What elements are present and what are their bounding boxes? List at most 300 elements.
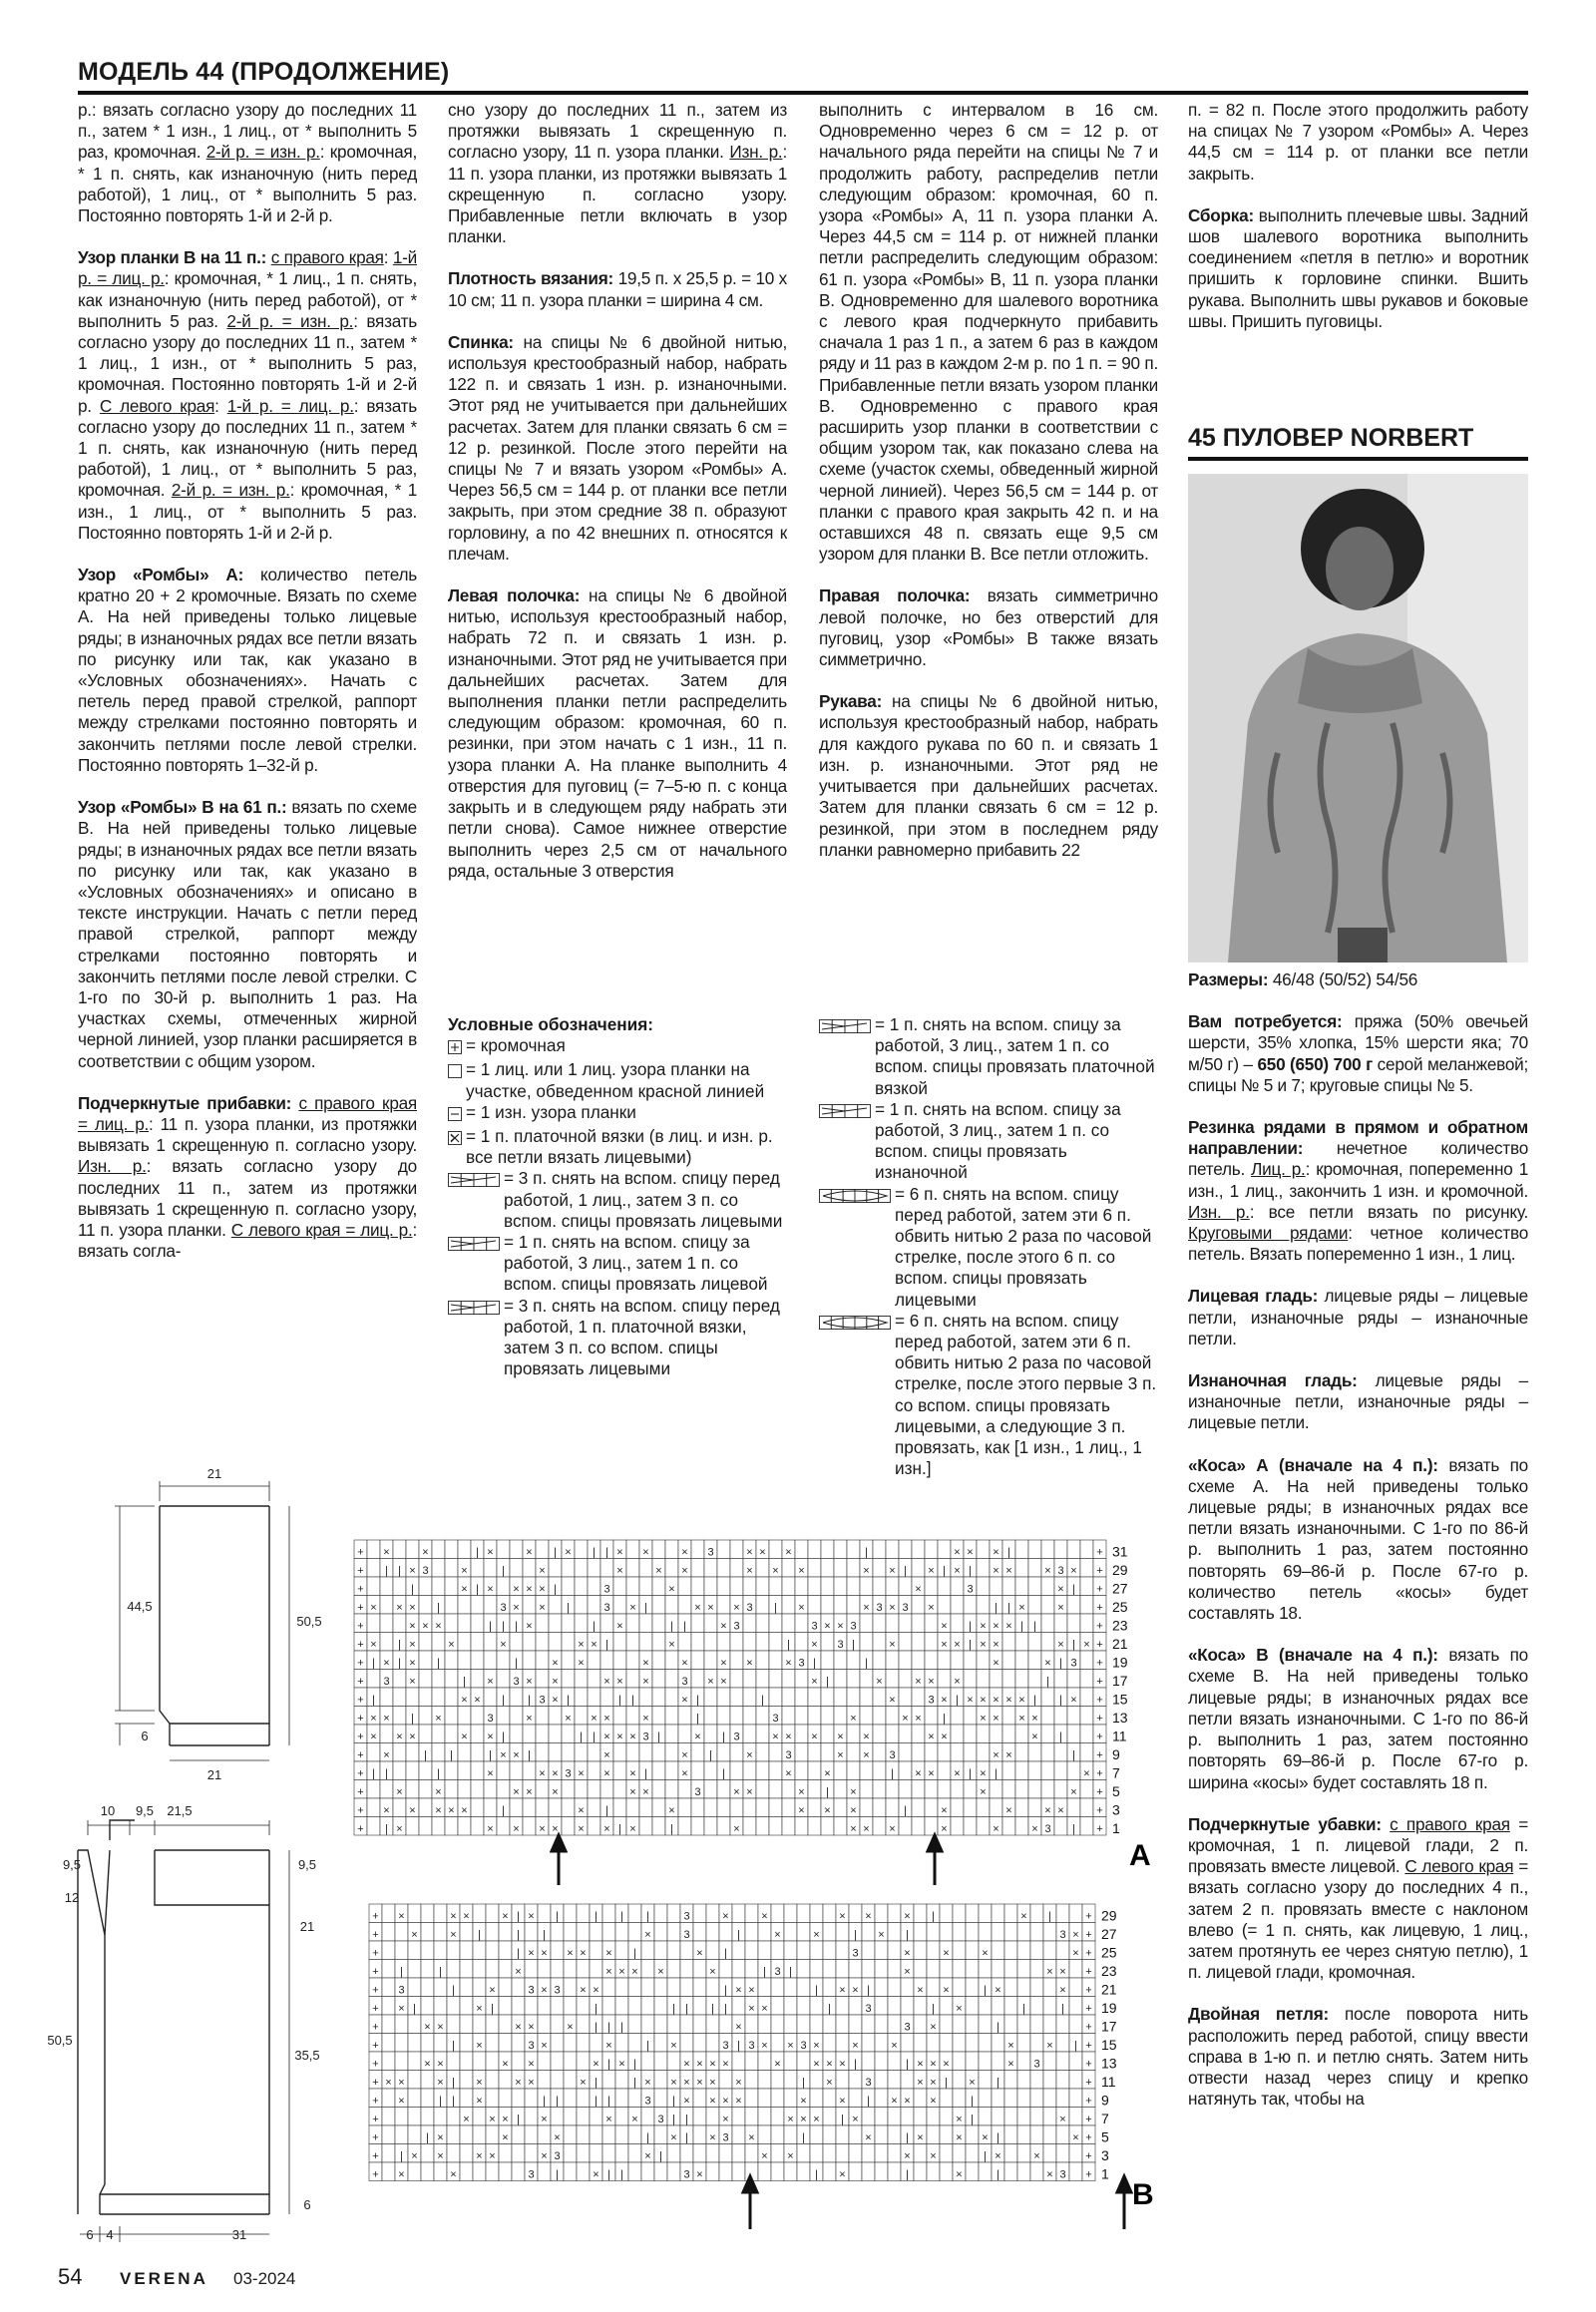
svg-text:|: | (400, 2150, 403, 2162)
svg-text:|: | (828, 2003, 831, 2015)
legend-item (448, 1126, 787, 1168)
svg-text:×: × (837, 1620, 844, 1633)
legend-item-text: = 1 п. снять на вспом. спицу за работой, 3 лиц., затем 1 п. со вспом. спицы провязать платочной вязкой (875, 1014, 1155, 1098)
svg-text:|: | (774, 1602, 777, 1614)
svg-text:×: × (605, 1966, 612, 1978)
svg-text:3: 3 (733, 1620, 740, 1633)
svg-text:|: | (593, 1731, 596, 1743)
svg-text:×: × (1070, 1786, 1077, 1798)
svg-text:|: | (452, 2077, 455, 2089)
svg-text:|: | (670, 1620, 673, 1633)
col4b-paragraph: Резинка рядами в прямом и обратном направлении: нечетное количество петель. Лиц. р.: кромочная, попеременно 1 изн., 1 лиц., закончить 1 изн. и кромочной. Изн. р.: все петли вязать по рисунку. Круговыми рядами: четное количество петель. Вязать попеременно 1 изн., 1 лиц. (1188, 1117, 1529, 1265)
svg-text:+: + (357, 1657, 364, 1670)
svg-text:×: × (917, 2131, 924, 2144)
svg-text:×: × (1033, 2150, 1040, 2162)
svg-text:×: × (993, 1694, 999, 1707)
svg-text:×: × (930, 2095, 937, 2108)
svg-text:×: × (904, 1910, 911, 1923)
svg-text:×: × (683, 2095, 690, 2108)
svg-text:|: | (517, 1947, 520, 1960)
svg-text:×: × (746, 1546, 753, 1559)
svg-text:|: | (672, 2003, 675, 2015)
svg-text:|: | (997, 2168, 999, 2181)
svg-text:+: + (1096, 1546, 1103, 1559)
svg-text:×: × (526, 1620, 533, 1633)
svg-text:|: | (1059, 1694, 1062, 1707)
svg-text:×: × (461, 1565, 468, 1577)
svg-text:3: 3 (565, 1767, 572, 1780)
svg-text:×: × (448, 1804, 455, 1817)
col4b-paragraph: «Коса» В (вначале на 4 п.): вязать по схеме В. На ней приведены только лицевые ряды; в изнаночных рядах все петли вязать изнаночными. С 1-го по 86-й р. выполнить 1 раз, затем постоянно повторять 69–86-й р. После 67-го р. ширина «косы» будет составлять 18 п. (1188, 1645, 1528, 1792)
svg-text:×: × (746, 1786, 753, 1798)
svg-text:×: × (943, 1984, 950, 1997)
svg-text:×: × (980, 1767, 987, 1780)
svg-text:|: | (969, 1565, 972, 1577)
svg-text:×: × (787, 2040, 794, 2052)
svg-text:|: | (411, 1713, 414, 1725)
svg-text:×: × (839, 2058, 846, 2071)
svg-text:×: × (785, 1657, 792, 1670)
svg-text:×: × (603, 1767, 610, 1780)
svg-text:×: × (616, 1676, 623, 1688)
svg-text:|: | (489, 1620, 492, 1633)
svg-text:|: | (737, 2040, 740, 2052)
chart-row-number: 9 (1112, 1746, 1120, 1762)
svg-text:×: × (603, 1713, 610, 1725)
legend-item-text: = 6 п. снять на вспом. спицу перед работой, затем эти 6 п. обвить нитью 2 раза по часовой стрелке, после этого 6 п. со вспом. спицы провязать лицевыми (895, 1183, 1152, 1310)
svg-text:+: + (372, 2003, 379, 2015)
svg-text:×: × (709, 2077, 716, 2089)
svg-text:×: × (969, 2077, 976, 2089)
svg-text:×: × (1005, 1749, 1012, 1761)
svg-text:|: | (398, 1657, 401, 1670)
svg-text:×: × (668, 1804, 675, 1817)
svg-text:+: + (1085, 2040, 1092, 2052)
svg-text:×: × (487, 1823, 494, 1835)
svg-text:+: + (1096, 1749, 1103, 1761)
svg-text:3: 3 (644, 2095, 651, 2108)
svg-text:|: | (567, 1602, 570, 1614)
svg-text:|: | (607, 2168, 610, 2181)
svg-text:×: × (865, 2131, 872, 2144)
svg-text:×: × (980, 1639, 987, 1651)
col1-paragraph: р.: вязать согласно узору до последних 11 п., затем * 1 изн., 1 лиц., от * выполнить 5 раз, кромочная. 2-й р. = изн. р.: кромочная, * 1 п. снять, как изнаночную (нить перед работой), 1 лиц., от * выполнить 5 раз. Постоянно повторять 1-й и 2-й р. (78, 100, 417, 226)
svg-text:×: × (915, 1583, 922, 1596)
svg-text:×: × (502, 2131, 509, 2144)
schem-front-35: 35,5 (294, 2048, 320, 2063)
svg-text:|: | (1033, 1620, 1036, 1633)
svg-text:|: | (554, 1583, 557, 1596)
chart-row-number: 25 (1112, 1599, 1128, 1615)
svg-text:×: × (424, 2021, 431, 2034)
svg-text:×: × (603, 1823, 610, 1835)
svg-text:|: | (724, 1984, 727, 1997)
svg-text:×: × (889, 1639, 896, 1651)
svg-text:+: + (357, 1546, 364, 1559)
chart-row-number: 27 (1101, 1926, 1117, 1942)
svg-text:|: | (593, 1620, 596, 1633)
col1-paragraph: Подчеркнутые прибавки: с правого края = лиц. р.: 11 п. узора планки, из протяжки вывязать 1 скрещенную п. согласно узору. Изн. р.: вязать согласно узору до последних 11 п., затем из протяжки вывязать 1 скрещенную п. согласно узору, 11 п. узора планки. С левого края = лиц. р.: вязать согла- (78, 1092, 418, 1262)
col3-paragraph: выполнить с интервалом в 16 см. Одновременно через 6 см = 12 р. от начального ряда перейти на спицы № 7 и продолжить работу, распределив петли следующим образом: кромочная, 60 п. узора «Ромбы» А, 11 п. узора планки А. Через 44,5 см = 114 р. от нижней планки петли распределить следующим образом: 61 п. узора «Ромбы» В, 11 п. узора планки В. Одновременно для шалевого воротника с левого края подчеркнуто прибавить сначала 1 раз 1 п., а затем 6 раз в каждом ряду и 11 раз в каждом 2-м р. по 1 п. = 90 п. Прибавленные петли вязать узором планки В. Одновременно с правого края расширить узор планки в соответствии с общим узором так, как показано слева на схеме (участок схемы, обведенный жирной черной линией). Через 56,5 см = 144 р. от планки с правого края закрыть 42 п. и на оставшихся 48 п. связать еще 9,5 см узором для планки В. Все петли отложить. (819, 100, 1158, 565)
chart-row-number: 29 (1101, 1907, 1117, 1924)
svg-text:×: × (476, 2077, 483, 2089)
schem-front-total: 50,5 (47, 2033, 73, 2048)
svg-text:|: | (1059, 1731, 1062, 1743)
svg-text:×: × (580, 1947, 587, 1960)
svg-text:×: × (1005, 1694, 1012, 1707)
col4b-paragraph: Лицевая гладь: лицевые ряды – лицевые петли, изнаночные ряды – изнаночные петли. (1188, 1286, 1528, 1349)
svg-text:|: | (476, 1546, 479, 1559)
svg-text:|: | (644, 1767, 647, 1780)
svg-text:×: × (605, 1947, 612, 1960)
legend-c31-icon (448, 1173, 500, 1187)
svg-text:|: | (841, 2114, 844, 2125)
svg-text:+: + (357, 1749, 364, 1761)
svg-text:×: × (541, 1984, 548, 1997)
svg-text:×: × (956, 2131, 963, 2144)
svg-text:×: × (852, 2114, 859, 2125)
page-number: 54 (58, 2264, 83, 2289)
svg-text:|: | (439, 2095, 442, 2108)
svg-text:×: × (398, 2003, 405, 2015)
svg-text:×: × (735, 2021, 742, 2034)
svg-text:×: × (541, 2040, 548, 2052)
svg-text:×: × (1005, 1565, 1012, 1577)
svg-text:×: × (787, 2150, 794, 2162)
svg-text:×: × (720, 1657, 727, 1670)
svg-text:×: × (681, 1565, 688, 1577)
chart-a-label: A (1129, 1839, 1151, 1872)
svg-text:3: 3 (850, 1620, 857, 1633)
svg-text:3: 3 (722, 2131, 729, 2144)
svg-text:3: 3 (798, 1657, 805, 1670)
svg-text:+: + (357, 1620, 364, 1633)
svg-text:×: × (993, 1823, 999, 1835)
svg-text:×: × (539, 1602, 546, 1614)
svg-text:|: | (556, 1910, 559, 1923)
svg-text:×: × (618, 2058, 625, 2071)
svg-text:×: × (980, 1620, 987, 1633)
svg-text:×: × (876, 1676, 883, 1688)
chart-row-number: 15 (1112, 1691, 1128, 1708)
svg-text:|: | (646, 2040, 649, 2052)
svg-text:3: 3 (889, 1749, 896, 1761)
svg-text:3: 3 (528, 2168, 535, 2181)
svg-text:×: × (746, 1565, 753, 1577)
svg-text:×: × (943, 2058, 950, 2071)
svg-text:×: × (1046, 2040, 1053, 2052)
svg-text:3: 3 (642, 1731, 649, 1743)
svg-text:×: × (541, 2114, 548, 2125)
legend-item (819, 1184, 1158, 1311)
svg-text:×: × (995, 2150, 1001, 2162)
svg-text:3: 3 (500, 1602, 507, 1614)
svg-text:|: | (722, 1767, 725, 1780)
svg-text:|: | (556, 2095, 559, 2108)
svg-text:+: + (372, 2114, 379, 2125)
svg-text:×: × (370, 1639, 377, 1651)
svg-text:×: × (396, 1731, 403, 1743)
svg-text:|: | (413, 2003, 416, 2015)
svg-text:×: × (813, 2058, 820, 2071)
svg-text:+: + (1096, 1639, 1103, 1651)
svg-text:×: × (528, 1910, 535, 1923)
svg-text:×: × (591, 1713, 598, 1725)
svg-text:|: | (528, 1694, 531, 1707)
svg-text:×: × (863, 1749, 870, 1761)
legend-plus-icon (448, 1040, 462, 1054)
col1-paragraph: Узор планки В на 11 п.: с правого края: 1-й р. = лиц. р.: кромочная, * 1 лиц., 1 п. снять, как изнаночную (нить перед работой), от * выполнить 5 раз. 2-й р. = изн. р.: вязать согласно узору до последних 11 п., затем * 1 лиц., 1 изн., от * выполнить 5 раз, кромочная. Постоянно повторять 1-й и 2-й р. С левого края: 1-й р. = лиц. р.: вязать согласно узору до последних 11 п., затем * 1 п. снять, как изнаночную (нить перед работой), 1 лиц., от * выполнить 5 раз, кромочная. 2-й р. = изн. р.: кромочная, * 1 изн., 1 лиц., от * выполнить 5 раз. Постоянно повторять 1-й и 2-й р. (78, 247, 417, 543)
svg-text:×: × (526, 1583, 533, 1596)
legend-wrap6b-icon (819, 1316, 891, 1330)
legend-item (448, 1296, 787, 1380)
svg-text:×: × (644, 2150, 651, 2162)
svg-text:|: | (867, 1984, 870, 1997)
svg-text:×: × (487, 1546, 494, 1559)
svg-text:|: | (971, 2095, 974, 2108)
svg-text:|: | (595, 2077, 598, 2089)
svg-text:×: × (435, 1786, 442, 1798)
svg-text:|: | (997, 2131, 999, 2144)
svg-text:×: × (513, 1583, 520, 1596)
svg-text:|: | (646, 2131, 649, 2144)
svg-text:|: | (607, 2095, 610, 2108)
svg-text:3: 3 (733, 1731, 740, 1743)
svg-text:×: × (629, 1823, 636, 1835)
svg-text:+: + (357, 1602, 364, 1614)
svg-text:|: | (411, 1583, 414, 1596)
svg-text:×: × (642, 1546, 649, 1559)
svg-text:×: × (722, 1910, 729, 1923)
chart-row-number: 17 (1101, 2018, 1117, 2035)
svg-text:×: × (982, 2131, 989, 2144)
svg-text:×: × (1057, 1639, 1064, 1651)
svg-text:|: | (685, 2131, 688, 2144)
svg-text:×: × (398, 1910, 405, 1923)
legend-item-text: = 3 п. снять на вспом. спицу перед работой, 1 п. платочной вязки, затем 3 п. со вспом. спицы провязать лицевыми (504, 1295, 780, 1379)
svg-text:×: × (980, 1713, 987, 1725)
text-column-1 (78, 100, 417, 1283)
svg-text:×: × (709, 2095, 716, 2108)
svg-text:+: + (372, 1910, 379, 1923)
svg-text:×: × (552, 1694, 559, 1707)
svg-text:×: × (461, 1694, 468, 1707)
legend (448, 1014, 787, 1379)
svg-text:×: × (1083, 1639, 1090, 1651)
svg-text:×: × (709, 2058, 716, 2071)
svg-text:+: + (357, 1565, 364, 1577)
svg-text:×: × (435, 1620, 442, 1633)
legend-item (448, 1102, 787, 1126)
svg-text:×: × (552, 1786, 559, 1798)
legend-item-text: = 1 п. платочной вязки (в лиц. и изн. р. все петли вязать лицевыми) (466, 1126, 773, 1168)
svg-text:×: × (642, 1713, 649, 1725)
svg-text:×: × (502, 2058, 509, 2071)
svg-text:×: × (928, 1676, 935, 1688)
svg-text:×: × (681, 1749, 688, 1761)
svg-text:×: × (863, 1823, 870, 1835)
legend-dash-icon (448, 1107, 462, 1121)
svg-text:×: × (513, 1749, 520, 1761)
svg-text:|: | (543, 1929, 546, 1941)
knitting-chart-a (349, 1536, 1177, 1905)
svg-text:×: × (930, 2077, 937, 2089)
svg-text:+: + (372, 1966, 379, 1978)
svg-text:×: × (696, 2077, 703, 2089)
svg-text:×: × (954, 1546, 961, 1559)
svg-text:×: × (435, 1713, 442, 1725)
chart-row-number: 13 (1112, 1710, 1128, 1726)
svg-text:×: × (954, 1565, 961, 1577)
svg-text:|: | (491, 2003, 494, 2015)
svg-text:|: | (1022, 2003, 1025, 2015)
chart-row-number: 23 (1101, 1963, 1117, 1979)
svg-text:×: × (383, 1713, 390, 1725)
svg-text:3: 3 (422, 1565, 429, 1577)
page-title: МОДЕЛЬ 44 (ПРОДОЛЖЕНИЕ) (78, 58, 450, 86)
legend-item-text: = 6 п. снять на вспом. спицу перед работой, затем эти 6 п. обвить нитью 2 раза по часовой стрелке, после этого первые 3 п. со вспом. спицы провязать лицевыми, а следующие 3 п. провязать, как [1 изн., 1 лиц., 1 изн.] (895, 1310, 1157, 1479)
svg-text:3: 3 (1059, 1929, 1066, 1941)
legend-item (819, 1311, 1158, 1480)
svg-text:×: × (435, 1804, 442, 1817)
svg-text:×: × (941, 1731, 948, 1743)
svg-text:+: + (372, 2095, 379, 2108)
svg-text:×: × (904, 1947, 911, 1960)
svg-text:×: × (1031, 1731, 1038, 1743)
svg-text:×: × (1018, 1713, 1025, 1725)
chart-a-arrowhead-right (552, 1835, 566, 1851)
chart-row-number: 31 (1112, 1543, 1128, 1560)
chart-row-number: 19 (1112, 1654, 1128, 1671)
svg-text:×: × (930, 2150, 937, 2162)
svg-text:|: | (854, 1929, 857, 1941)
svg-text:×: × (370, 1713, 377, 1725)
svg-text:×: × (500, 1639, 507, 1651)
svg-text:×: × (941, 1694, 948, 1707)
svg-text:×: × (1044, 1804, 1051, 1817)
svg-text:|: | (502, 1694, 505, 1707)
chart-b-arrowhead-left (1117, 2176, 1131, 2192)
col4b-paragraph: Изнаночная гладь: лицевые ряды – изнаночные петли, изнаночные ряды – лицевые петли. (1188, 1370, 1528, 1433)
svg-text:×: × (980, 1786, 987, 1798)
svg-text:×: × (798, 1786, 805, 1798)
col4b-paragraph: «Коса» А (вначале на 4 п.): вязать по схеме А. На ней приведены только лицевые ряды; в изнаночных рядах все петли вязать изнаночными. С 1-го по 86-й р. выполнить 1 раз, затем постоянно повторять 69–86-й р. После 67-го р. количество петель «косы» будет составлять 18. (1188, 1454, 1528, 1624)
svg-text:×: × (839, 2095, 846, 2108)
magazine-issue: 03-2024 (233, 2269, 296, 2288)
svg-text:×: × (565, 1546, 572, 1559)
svg-text:×: × (487, 1731, 494, 1743)
col2-paragraph: Плотность вязания: 19,5 п. х 25,5 р. = 10 х 10 см; 11 п. узора планки = ширина 4 см. (448, 268, 787, 310)
svg-text:3: 3 (1059, 2168, 1066, 2181)
svg-text:×: × (567, 1947, 574, 1960)
svg-text:×: × (1046, 2168, 1053, 2181)
svg-text:×: × (1018, 1694, 1025, 1707)
svg-text:×: × (696, 2058, 703, 2071)
svg-text:|: | (607, 2021, 610, 2034)
svg-text:×: × (567, 2021, 574, 2034)
svg-text:+: + (1096, 1786, 1103, 1798)
svg-text:×: × (450, 2168, 457, 2181)
svg-text:×: × (915, 1713, 922, 1725)
svg-text:+: + (1096, 1583, 1103, 1596)
svg-text:×: × (1044, 1657, 1051, 1670)
svg-text:×: × (1072, 1947, 1079, 1960)
svg-text:×: × (489, 2114, 496, 2125)
svg-text:×: × (528, 2058, 535, 2071)
svg-text:+: + (1085, 1984, 1092, 1997)
svg-text:×: × (513, 1823, 520, 1835)
svg-text:+: + (1085, 2058, 1092, 2071)
svg-text:3: 3 (748, 2040, 755, 2052)
model-photo-illustration (1188, 474, 1528, 963)
svg-text:×: × (476, 2095, 483, 2108)
svg-text:×: × (709, 1966, 716, 1978)
svg-text:|: | (943, 1713, 946, 1725)
svg-text:×: × (759, 1546, 766, 1559)
svg-text:×: × (450, 1910, 457, 1923)
svg-text:|: | (605, 1804, 608, 1817)
svg-text:|: | (372, 1694, 375, 1707)
schem-front-12: 12 (64, 1890, 80, 1905)
svg-text:|: | (618, 1823, 621, 1835)
svg-text:|: | (865, 1546, 868, 1559)
svg-text:×: × (528, 1947, 535, 1960)
svg-text:×: × (476, 2003, 483, 2015)
svg-text:×: × (670, 2040, 677, 2052)
svg-text:|: | (605, 1546, 608, 1559)
col2-paragraph: Спинка: на спицы № 6 двойной нитью, используя крестообразный набор, набрать 122 п. и связать 1 изн. р. изнаночными. Этот ряд не учитывается при дальнейших расчетах. Затем для планки связать 6 см = 12 р. резинкой. После этого перейти на спицы № 7 и вязать узором «Ромбы» А. Через 56,5 см = 144 р. от планки все петли закрыть, при этом средние 38 п. образуют горловину, а по 42 внешних п. относятся к плечам. (448, 331, 787, 564)
svg-text:|: | (984, 1984, 987, 1997)
svg-text:×: × (837, 1749, 844, 1761)
svg-text:|: | (826, 1676, 829, 1688)
svg-text:|: | (644, 1602, 647, 1614)
svg-text:×: × (837, 1731, 844, 1743)
svg-text:×: × (552, 1657, 559, 1670)
svg-text:×: × (811, 1731, 818, 1743)
svg-text:3: 3 (746, 1602, 753, 1614)
svg-text:|: | (969, 1639, 972, 1651)
svg-text:+: + (357, 1676, 364, 1688)
svg-text:×: × (657, 1966, 664, 1978)
schem-front-b2: 4 (106, 2227, 114, 2242)
svg-text:×: × (668, 1583, 675, 1596)
svg-text:×: × (904, 1966, 911, 1978)
svg-text:×: × (629, 1767, 636, 1780)
svg-text:×: × (578, 1639, 585, 1651)
knitting-chart-b (364, 1900, 1182, 2244)
svg-text:+: + (372, 2131, 379, 2144)
svg-text:3: 3 (554, 1984, 561, 1997)
svg-text:|: | (969, 1620, 972, 1633)
svg-text:×: × (1059, 1984, 1066, 1997)
svg-text:×: × (1057, 1804, 1064, 1817)
chart-row-number: 1 (1112, 1820, 1120, 1836)
svg-text:×: × (1059, 1966, 1066, 1978)
svg-text:×: × (889, 1602, 896, 1614)
svg-text:×: × (733, 1786, 740, 1798)
svg-text:×: × (578, 1823, 585, 1835)
svg-text:+: + (1096, 1620, 1103, 1633)
svg-text:×: × (593, 2058, 599, 2071)
legend-continued (819, 1014, 1158, 1479)
svg-text:×: × (930, 2021, 937, 2034)
col2-paragraph: Левая полочка: на спицы № 6 двойной нитью, используя крестообразный набор, набрать 72 п. и связать 1 изн. р. изнаночными. Этот ряд не учитывается при дальнейших расчетах. Затем для выполнения планки петли распределить следующим образом: кромочная, 60 п. резинки, при этом начать с 1 изн., 11 п. узора планки А. На планке выполнить 4 отверстия для пуговиц (= 7–5-ю п. с конца закрыть и в следующем ряду набрать эти петли снова). Самое нижнее отверстие выполнить через 2,5 см от начального ряда, остальные 3 отверстия (448, 585, 787, 881)
svg-text:×: × (539, 1767, 546, 1780)
svg-text:3: 3 (528, 2040, 535, 2052)
svg-text:×: × (993, 1639, 999, 1651)
svg-text:|: | (724, 2003, 727, 2015)
svg-text:3: 3 (554, 2150, 561, 2162)
